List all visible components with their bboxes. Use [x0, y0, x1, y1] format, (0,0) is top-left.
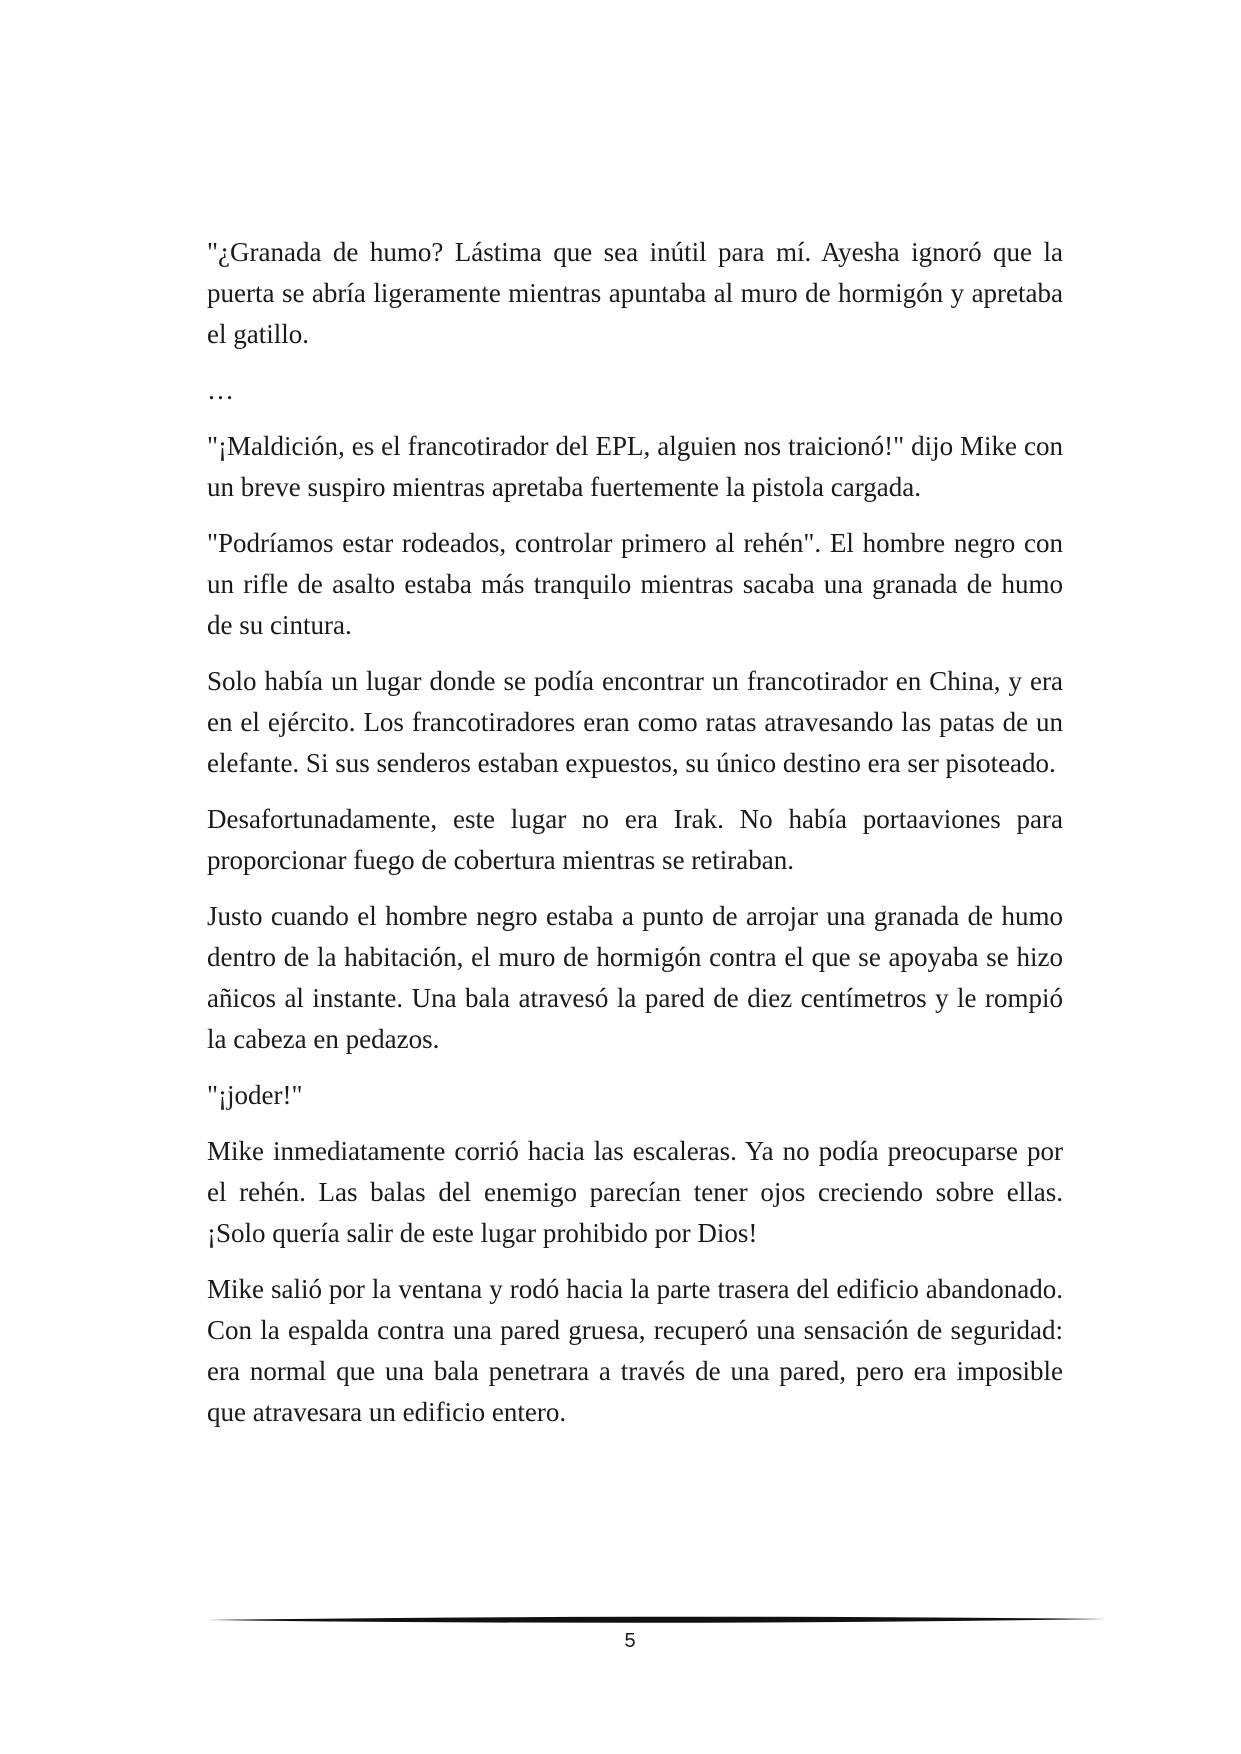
ellipsis-break: … — [207, 375, 234, 405]
paragraph: Desafortunadamente, este lugar no era Irak. No había portaaviones para proporcionar fuego de cobertura mientras se retiraban. — [207, 804, 1063, 875]
paragraph: Mike inmediatamente corrió hacia las escaleras. Ya no podía preocuparse por el rehén. Las balas del enemigo parecían tener ojos creciendo sobre ellas. ¡Solo quería salir de este lugar prohibido por Dios! — [207, 1136, 1063, 1248]
paragraph: "¡Maldición, es el francotirador del EPL, alguien nos traicionó!" dijo Mike con un breve suspiro mientras apretaba fuertemente la pistola cargada. — [207, 431, 1063, 502]
page-number: 5 — [624, 1630, 636, 1652]
paragraph: "¡joder!" — [207, 1080, 303, 1110]
paragraph: "Podríamos estar rodeados, controlar primero al rehén". El hombre negro con un rifle de asalto estaba más tranquilo mientras sacaba una granada de humo de su cintura. — [207, 528, 1063, 640]
paragraph: "¿Granada de humo? Lástima que sea inútil para mí. Ayesha ignoró que la puerta se abría ligeramente mientras apuntaba al muro de hormigón y apretaba el gatillo. — [207, 237, 1063, 349]
paragraph: Justo cuando el hombre negro estaba a punto de arrojar una granada de humo dentro de la habitación, el muro de hormigón contra el que se apoyaba se hizo añicos al instante. Una bala atravesó la pared de diez centímetros y le rompió la cabeza en pedazos. — [207, 901, 1063, 1054]
page-body — [207, 232, 1063, 1448]
paragraph: Mike salió por la ventana y rodó hacia la parte trasera del edificio abandonado. Con la espalda contra una pared gruesa, recuperó una sensación de seguridad: era normal que una bala penetrara a través de una pared, pero era imposible que atravesara un edificio entero. — [207, 1274, 1063, 1427]
paragraph: Solo había un lugar donde se podía encontrar un francotirador en China, y era en el ejército. Los francotiradores eran como ratas atravesando las patas de un elefante. Si sus senderos estaban expuestos, su único destino era ser pisoteado. — [207, 666, 1063, 778]
footer-rule — [207, 1615, 1107, 1625]
